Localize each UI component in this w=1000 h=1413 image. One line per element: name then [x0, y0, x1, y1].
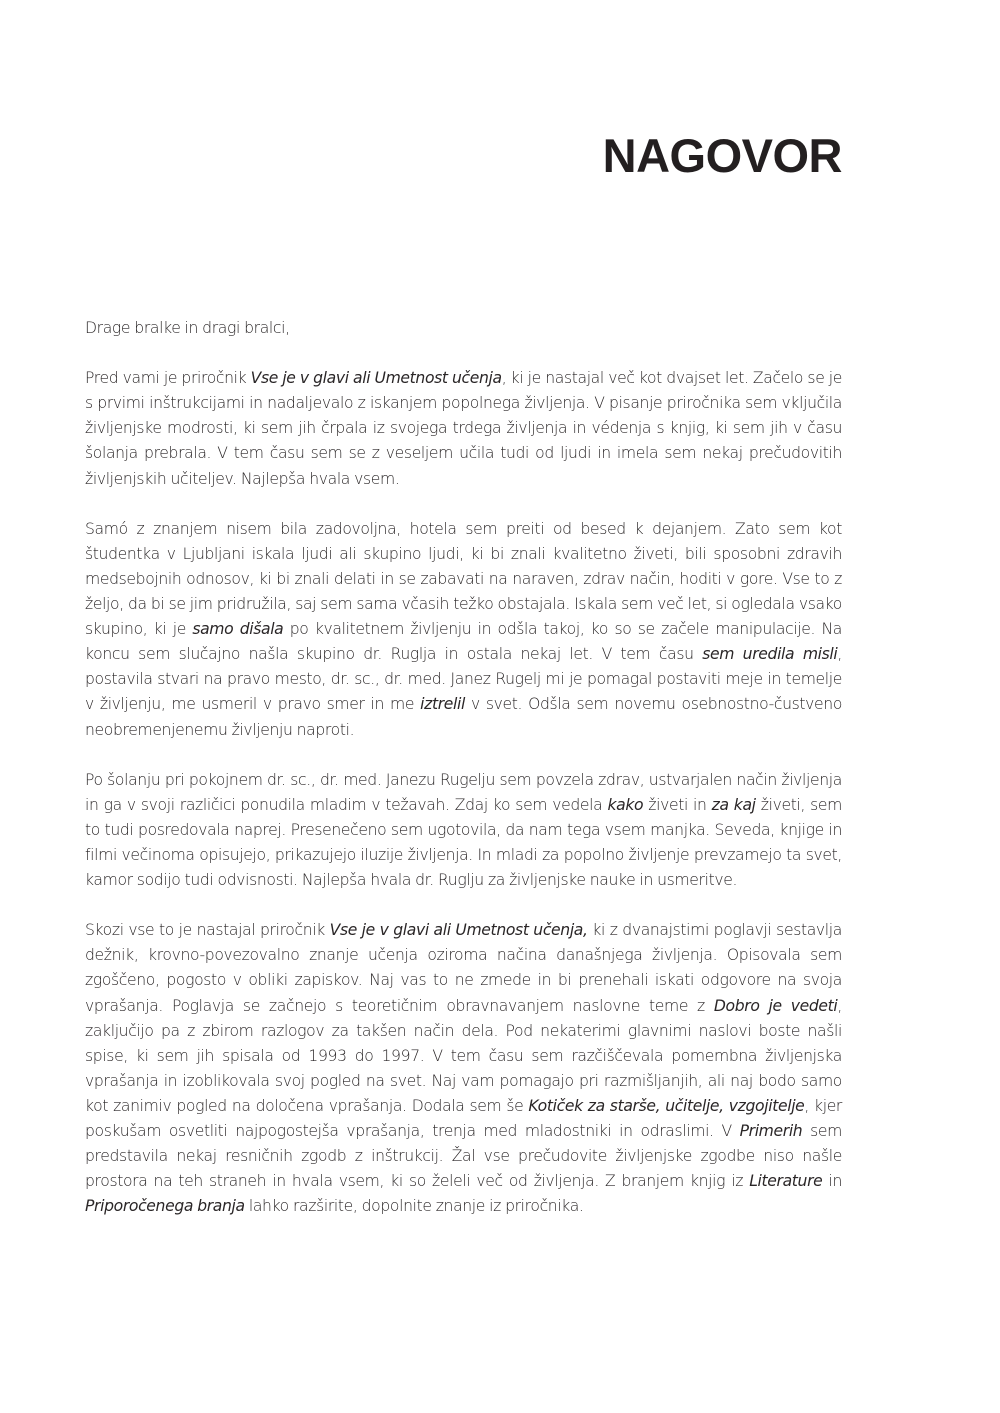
greeting: Drage bralke in dragi bralci,: [85, 319, 290, 337]
text-run: , zaključijo pa z zbirom razlogov za takšen način dela. Pod nekaterimi glavnimi naslovi boste našli spise, ki sem jih spisala od 1993 do 1997. V tem času sem razčiščevala pomembna življenjska vprašanja in izoblikovala svoj pogled na svet. Naj vam pomagajo pri razmišljanjih, ali naj bodo samo kot zanimiv pogled na določena vprašanja. Dodala sem še: [85, 996, 843, 1115]
text-run: živeti, sem to tudi posredovala naprej. Presenečeno sem ugotovila, da nam tega vsem manjka. Seveda, knjige in filmi večinoma opisujejo, prikazujejo iluzije življenja. In mladi za popolno življenje prevzamejo ta svet, kamor sodijo tudi odvisnosti. Najlepša hvala dr. Ruglju za življenjske nauke in usmeritve.: [85, 795, 842, 890]
italic-text-run: iztrelil: [420, 695, 465, 714]
italic-text-run: kako: [607, 795, 644, 814]
text-run: , ki je nastajal več kot dvajset let. Začelo se je s prvimi inštrukcijami in nadaljevalo z iskanjem popolnega življenja. V pisanje priročnika sem vključila življenjske modrosti, ki sem jih črpala iz svojega trdega življenja in védenja s knjig, ki sem jih v času šolanja prebrala. V tem času sem se z veseljem učila tudi od ljudi in imela sem nekaj prečudovitih življenjskih učiteljev. Najlepša hvala vsem.: [85, 369, 842, 488]
paragraph: [85, 768, 842, 893]
text-run: in: [822, 1172, 843, 1191]
text-run: živeti in: [643, 795, 712, 814]
body-text: [85, 316, 842, 1244]
italic-text-run: Vse je v glavi ali Umetnost učenja: [250, 369, 502, 388]
italic-text-run: sem uredila misli: [702, 645, 838, 664]
italic-text-run: Vse je v glavi ali Umetnost učenja,: [329, 921, 588, 940]
italic-text-run: za kaj: [711, 795, 756, 814]
paragraph: [85, 918, 842, 1219]
text-run: Skozi vse to je nastajal priročnik: [85, 921, 330, 940]
text-run: Po šolanju pri pokojnem dr. sc., dr. med. Janezu Rugelju sem povzela zdrav, ustvarjalen način življenja in ga v svoji različici ponudila mladim v težavah. Zdaj ko sem vedela: [85, 770, 842, 814]
page-title: NAGOVOR: [602, 129, 842, 182]
text-run: ki z dvanajstimi poglavji sestavlja dežnik, krovno-povezovalno znanje učenja oziroma načina današnjega življenja. Opisovala sem zgoščeno, pogosto v obliki zapiskov. Naj vas to ne zmede in bi prenehali iskati odgovore na svoja vprašanja. Poglavja se začnejo s teoretičnim obravnavanjem naslovne teme z: [85, 921, 842, 1015]
text-run: lahko razširite, dopolnite znanje iz priročnika.: [244, 1197, 584, 1216]
text-run: Pred vami je priročnik: [85, 369, 251, 388]
text-run: , postavila stvari na pravo mesto, dr. sc., dr. med. Janez Rugelj mi je pomagal postaviti meje in temelje v življenju, me usmeril v pravo smer in me: [85, 645, 842, 714]
text-run: Samó z znanjem nisem bila zadovoljna, hotela sem preiti od besed k dejanjem. Zato sem kot študentka v Ljubljani iskala ljudi ali skupino ljudi, ki bi znali kvalitetno živeti, bili sposobni zdravih medsebojnih odnosov, ki bi znali delati in se zabavati na naraven, zdrav način, hoditi v gore. Vse to z željo, da bi se jim pridružila, saj sem sama včasih težko obstajala. Iskala sem več let, si ogledala vsako skupino, ki je: [85, 519, 842, 639]
text-run: , kjer poskušam osvetliti najpogostejša vprašanja, trenja med mladostniki in odraslimi. V: [85, 1096, 842, 1140]
text-run: v svet. Odšla sem novemu osebnostno-čustveno neobremenjenemu življenju naproti.: [85, 695, 843, 739]
italic-text-run: Literature: [749, 1172, 823, 1191]
italic-text-run: Dobro je vedeti: [713, 996, 838, 1015]
text-run: po kvalitetnem življenju in odšla takoj, ko so se začele manipulacije. Na koncu sem slučajno našla skupino dr. Ruglja in ostala nekaj let. V tem času: [85, 620, 842, 664]
paragraph: [85, 517, 842, 743]
italic-text-run: samo dišala: [192, 620, 284, 639]
italic-text-run: Priporočenega branja: [85, 1197, 245, 1216]
text-run: sem predstavila nekaj resničnih zgodb z inštrukcij. Žal vse prečudovite življenjske zgodbe niso našle prostora na teh straneh in hvala vsem, ki so želeli več od življenja. Z branjem knjig iz: [85, 1122, 842, 1191]
paragraph: [85, 366, 842, 491]
italic-text-run: Primerih: [739, 1122, 803, 1140]
italic-text-run: Kotiček za starše, učitelje, vzgojitelje: [528, 1096, 805, 1115]
